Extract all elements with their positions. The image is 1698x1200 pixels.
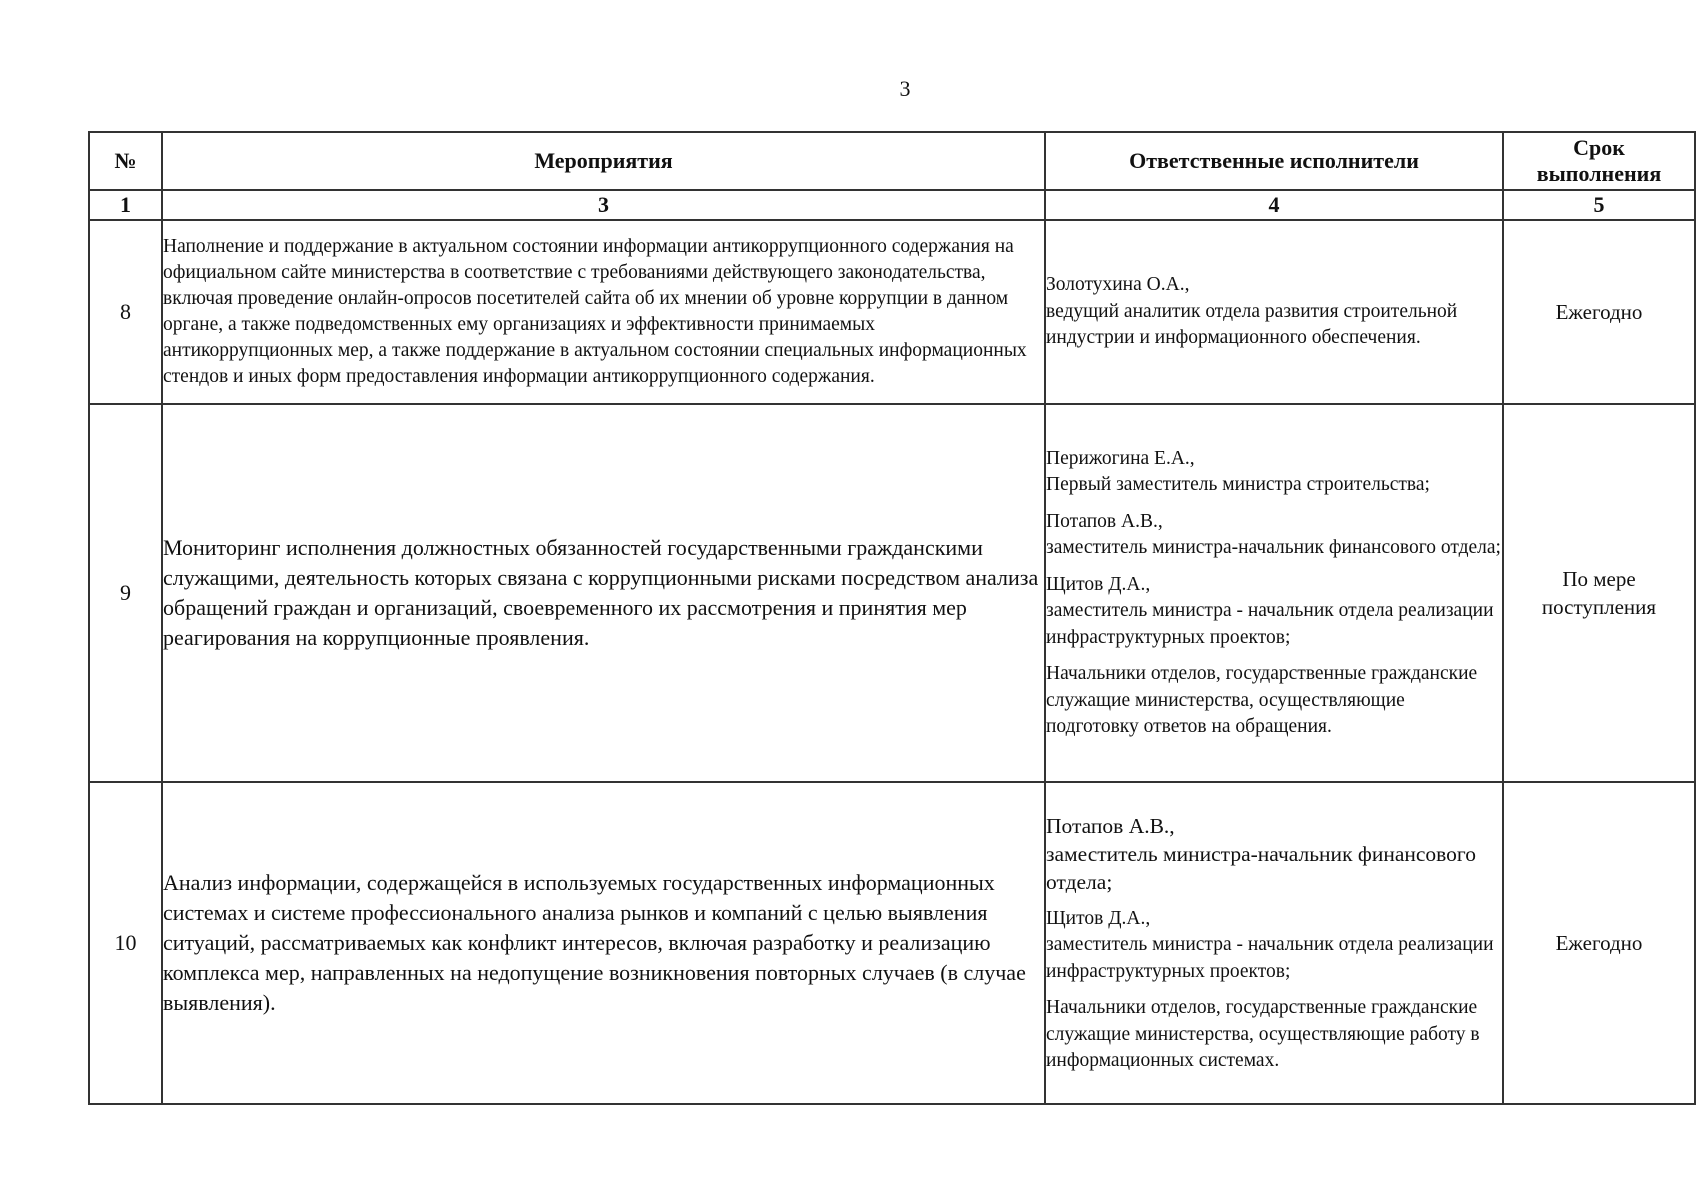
deadline: Ежегодно bbox=[1503, 220, 1695, 404]
responsible-cell bbox=[1045, 782, 1503, 1104]
header-deadline bbox=[1503, 132, 1695, 190]
column-number-row bbox=[89, 190, 1695, 220]
responsible-position: заместитель министра-начальник финансового отдела; bbox=[1046, 841, 1476, 894]
measures-table bbox=[88, 131, 1696, 1105]
responsible-position: заместитель министра - начальник отдела реализации инфраструктурных проектов; bbox=[1046, 934, 1494, 982]
responsible-name: Потапов А.В., bbox=[1046, 813, 1175, 838]
row-number: 9 bbox=[89, 404, 162, 782]
header-num: № bbox=[89, 132, 162, 190]
responsible-position: заместитель министра-начальник финансового отдела; bbox=[1046, 537, 1501, 558]
header-row bbox=[89, 132, 1695, 190]
column-number: 1 bbox=[89, 190, 162, 220]
responsible-position: Начальники отделов, государственные гражданские служащие министерства, осуществляющие подготовку ответов на обращения. bbox=[1046, 663, 1478, 737]
responsible-name: Потапов А.В., bbox=[1046, 510, 1163, 532]
header-responsible: Ответственные исполнители bbox=[1045, 132, 1503, 190]
responsible-position: Начальники отделов, государственные гражданские служащие министерства, осуществляющие работу в информационных системах. bbox=[1046, 997, 1480, 1071]
page-number: 3 bbox=[899, 76, 911, 101]
header-deadline-line2: выполнения bbox=[1536, 161, 1662, 186]
responsible-person bbox=[1046, 906, 1502, 986]
row-number: 10 bbox=[89, 782, 162, 1104]
responsible-name: Перижогина Е.А., bbox=[1046, 447, 1195, 469]
column-number: 3 bbox=[162, 190, 1045, 220]
column-number: 5 bbox=[1503, 190, 1695, 220]
responsible-position: ведущий аналитик отдела развития строительной индустрии и информационного обеспечения. bbox=[1046, 300, 1458, 349]
responsible-person bbox=[1046, 446, 1502, 499]
responsible-position: заместитель министра - начальник отдела реализации инфраструктурных проектов; bbox=[1046, 600, 1494, 648]
deadline bbox=[1503, 404, 1695, 782]
responsible-person bbox=[1046, 509, 1502, 562]
column-number: 4 bbox=[1045, 190, 1503, 220]
table-row bbox=[89, 404, 1695, 782]
responsible-cell bbox=[1045, 220, 1503, 404]
responsible-cell bbox=[1045, 404, 1503, 782]
responsible-name: Щитов Д.А., bbox=[1046, 907, 1151, 929]
row-number: 8 bbox=[89, 220, 162, 404]
responsible-person bbox=[1046, 661, 1502, 741]
responsible-person bbox=[1046, 995, 1502, 1075]
deadline-line1: По мере bbox=[1562, 567, 1636, 591]
deadline: Ежегодно bbox=[1503, 782, 1695, 1104]
responsible-name: Щитов Д.А., bbox=[1046, 573, 1151, 595]
table-row bbox=[89, 220, 1695, 404]
header-deadline-line1: Срок bbox=[1573, 135, 1625, 160]
deadline-line2: поступления bbox=[1541, 595, 1657, 619]
header-activities: Мероприятия bbox=[162, 132, 1045, 190]
responsible-person bbox=[1046, 812, 1502, 896]
activity-text: Мониторинг исполнения должностных обязанностей государственными гражданскими служащими, деятельность которых связана с коррупционными рисками посредством анализа обращений граждан и организаций, своевременного их рассмотрения и принятия мер реагирования на коррупционные проявления. bbox=[162, 404, 1045, 782]
activity-text: Наполнение и поддержание в актуальном состоянии информации антикоррупционного содержания на официальном сайте министерства в соответствие с требованиями действующего законодательства, включая проведение онлайн-опросов посетителей сайта об их мнении об уровне коррупции в данном органе, а также подведомственных ему организациях и эффективности принимаемых антикоррупционных мер, а также поддержание в актуальном состоянии специальных информационных стендов и иных форм предоставления информации антикоррупционного содержания. bbox=[162, 220, 1045, 404]
responsible-position: Первый заместитель министра строительства; bbox=[1046, 474, 1430, 495]
table-row bbox=[89, 782, 1695, 1104]
responsible-person bbox=[1046, 272, 1502, 352]
responsible-person bbox=[1046, 572, 1502, 652]
responsible-name: Золотухина О.А., bbox=[1046, 274, 1190, 296]
activity-text: Анализ информации, содержащейся в используемых государственных информационных системах и системе профессионального анализа рынков и компаний с целью выявления ситуаций, рассматриваемых как конфликт интересов, включая разработку и реализацию комплекса мер, направленных на недопущение возникновения повторных случаев (в случае выявления). bbox=[162, 782, 1045, 1104]
